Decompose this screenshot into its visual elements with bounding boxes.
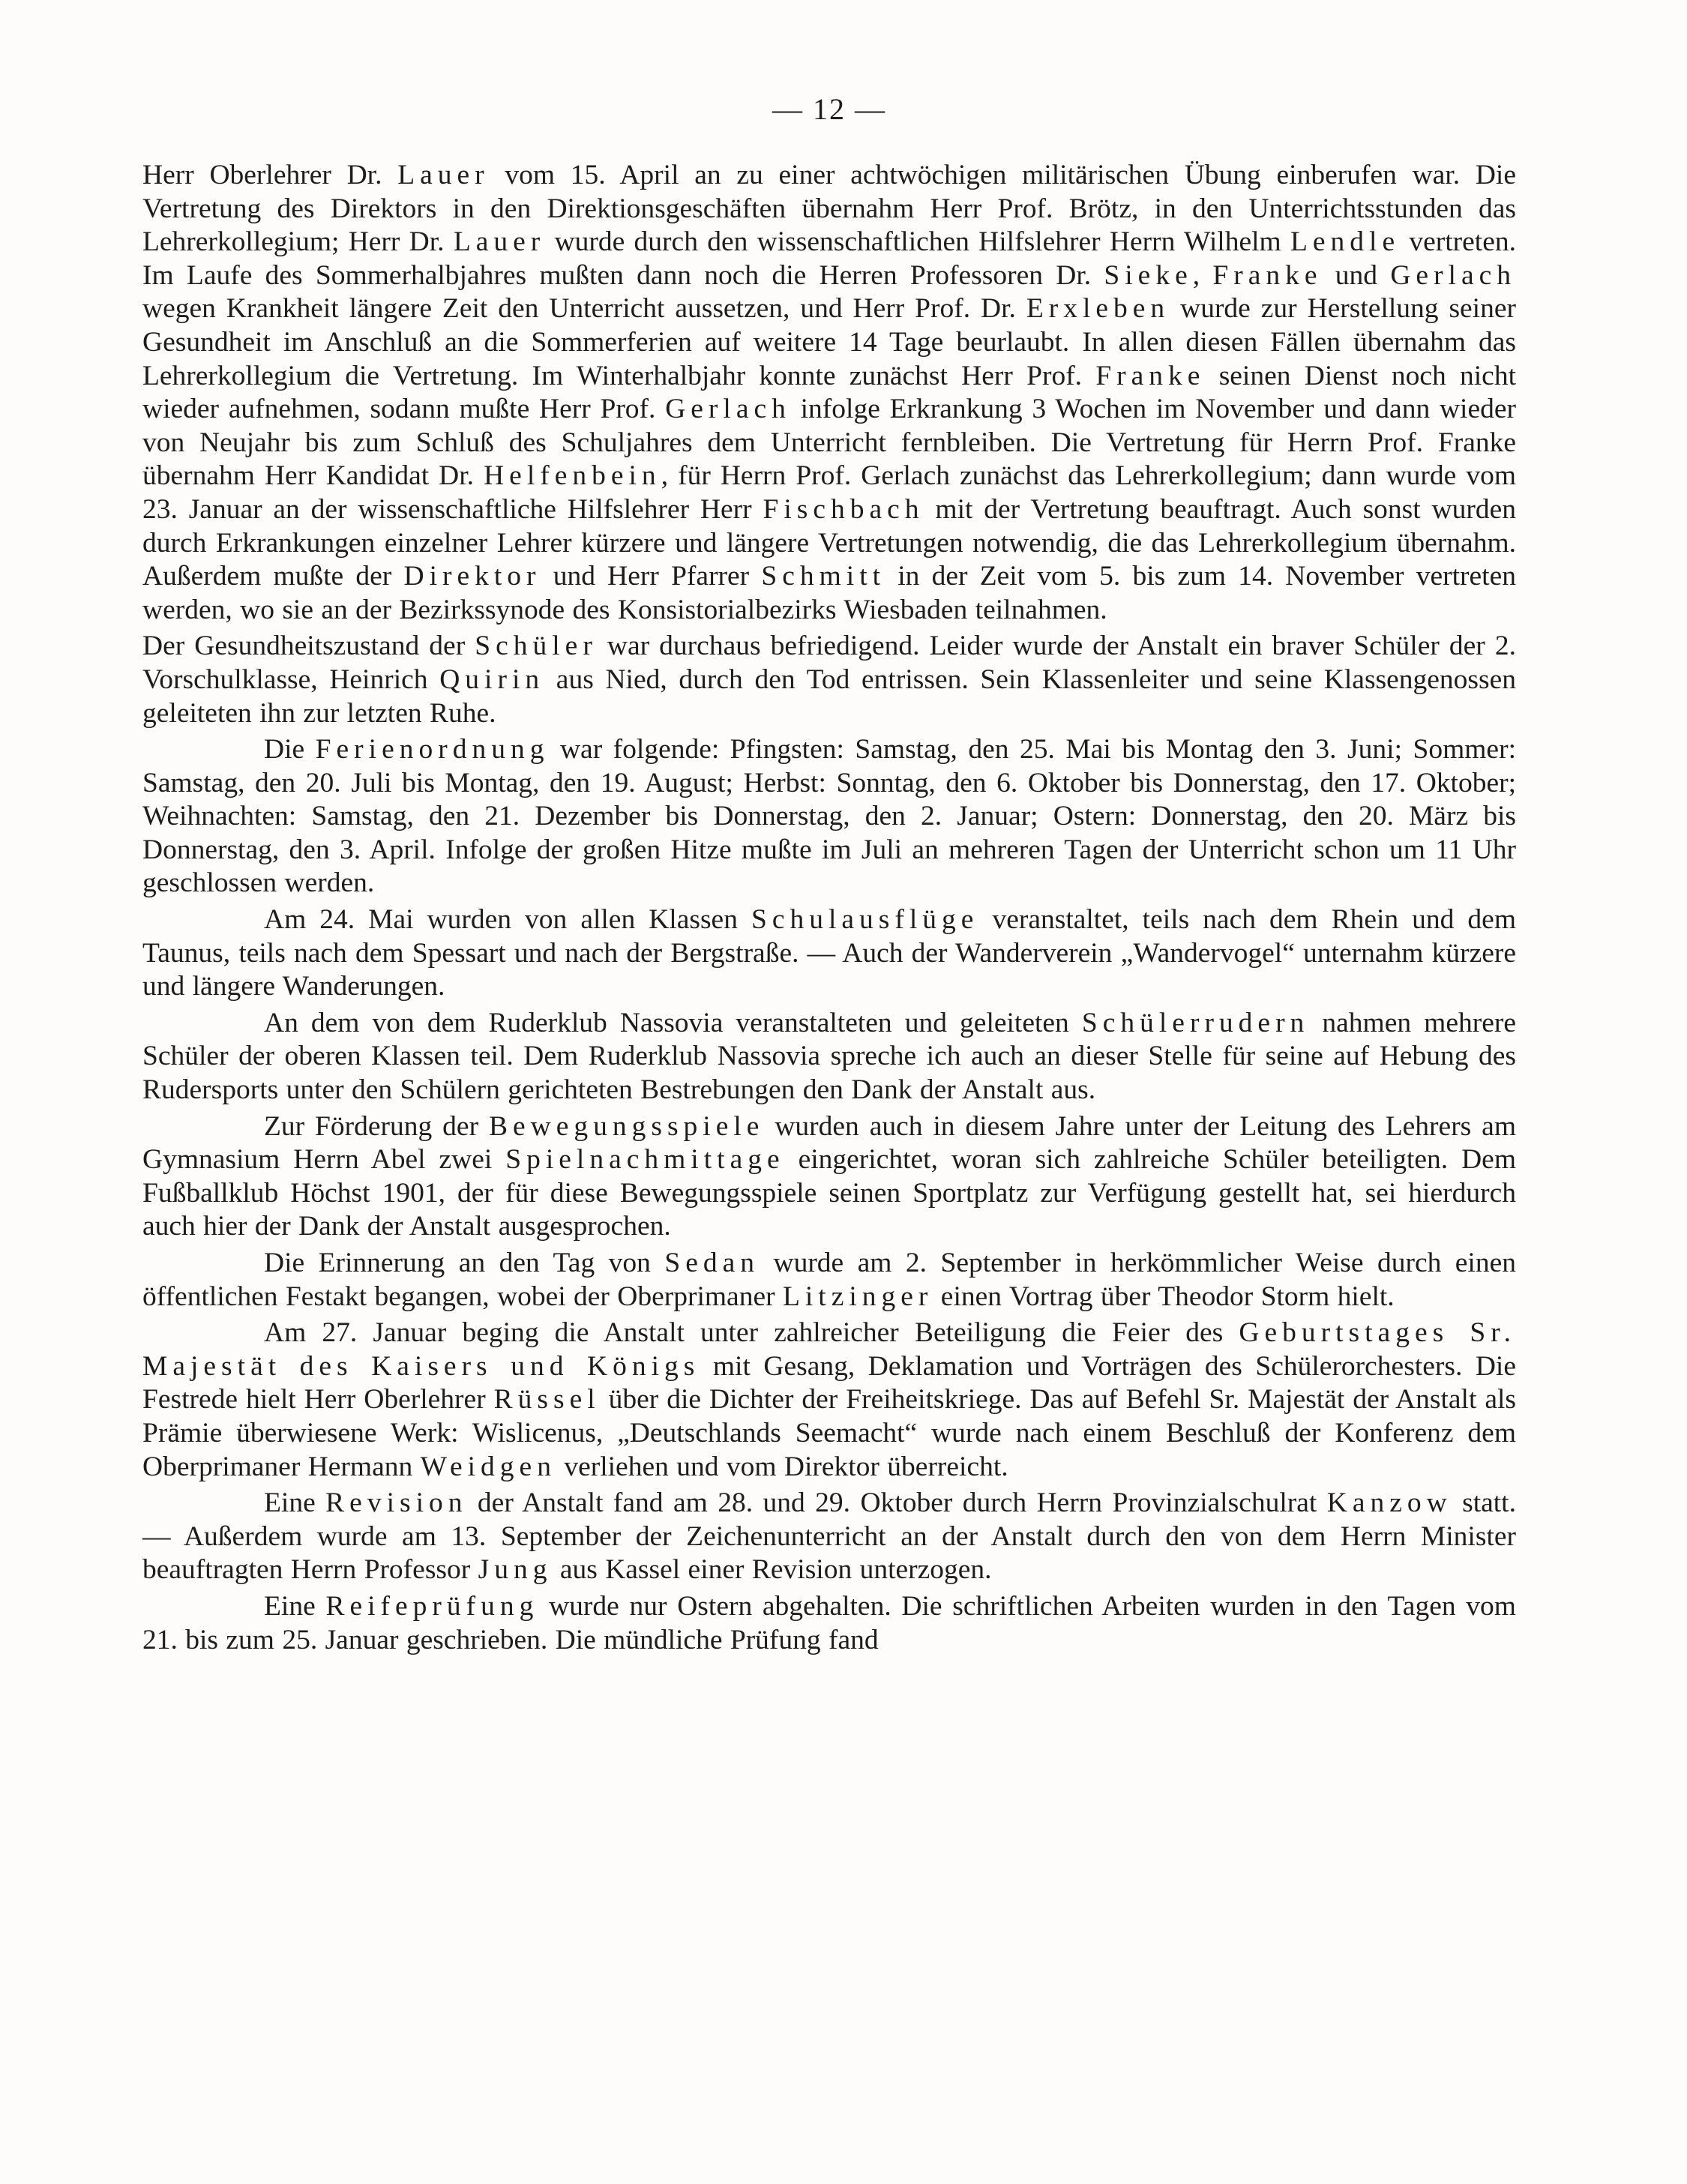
text-run: mit Gesang, Deklamation und Vorträgen des Schülerorchesters. Die Festrede hielt Herr Oberlehrer	[142, 1350, 1516, 1416]
paragraph	[142, 903, 1516, 1004]
spaced-emphasis: Spielnachmittage	[505, 1144, 785, 1176]
paragraph	[142, 1590, 1516, 1657]
text-run: und	[1322, 259, 1391, 291]
body-text	[142, 159, 1516, 1657]
paragraph	[142, 1247, 1516, 1314]
spaced-emphasis: Lauer	[453, 226, 546, 258]
text-run: statt. — Außerdem wurde am 13. September der Zeichenunterricht an der Anstalt durch den von dem Herrn Minister beauftragten Herrn Professor	[142, 1487, 1516, 1586]
text-run: , für Herrn Prof. Gerlach zunächst das Lehrerkollegium; dann wurde vom 23. Januar an der wissenschaftliche Hilfslehrer Herr	[142, 460, 1517, 525]
spaced-emphasis: Direktor	[403, 561, 541, 592]
spaced-emphasis: Quirin	[439, 664, 545, 695]
spaced-emphasis: Jung	[478, 1554, 553, 1586]
spaced-emphasis: Rüssel	[493, 1384, 601, 1416]
text-run: mit der Vertretung beauftragt. Auch sonst wurden durch Erkrankungen einzelner Lehrer kürzere und längere Vertretungen notwendig, die das Lehrerkollegium übernahm. Außerdem mußte der	[142, 493, 1516, 592]
text-run: vom 15. April an zu einer achtwöchigen militärischen Übung einberufen war. Die Vertretung des Direktors in den Direktionsgeschäften übernahm Herr Prof. Brötz, in den Unterrichtsstunden das Lehrerkollegium; Herr Dr.	[142, 160, 1516, 258]
text-run: eingerichtet, woran sich zahlreiche Schüler beteiligten. Dem Fußballklub Höchst 1901, der für diese Bewegungsspiele seinen Sportplatz zur Verfügung gestellt hat, sei hierdurch auch hier der Dank der Anstalt ausgesprochen.	[142, 1144, 1516, 1242]
spaced-emphasis: Sedan	[664, 1248, 760, 1278]
text-run: wurden auch in diesem Jahre unter der Leitung des Lehrers am Gymnasium Herrn Abel zwei	[142, 1110, 1516, 1176]
spaced-emphasis: Gerlach	[665, 394, 791, 425]
spaced-emphasis: Ferienordnung	[315, 734, 550, 765]
text-run: vertreten. Im Laufe des Sommerhalbjahres mußten dann noch die Herren Professoren Dr.	[142, 226, 1516, 291]
paragraph	[142, 159, 1516, 627]
text-run: einen Vortrag über Theodor Storm hielt.	[933, 1281, 1395, 1312]
text-run: Die Erinnerung an den Tag von	[264, 1248, 665, 1278]
text-run: veranstaltet, teils nach dem Rhein und dem Taunus, teils nach dem Spessart und nach der Bergstraße. — Auch der Wanderverein „Wandervogel“ unternahm kürzere und längere Wanderungen.	[142, 904, 1516, 1002]
spaced-emphasis: Gerlach	[1390, 259, 1517, 291]
spaced-emphasis: Franke	[1095, 360, 1206, 391]
text-run: war durchaus befriedigend. Leider wurde der Anstalt ein braver Schüler der 2. Vorschulklasse, Heinrich	[142, 631, 1516, 695]
text-run: An dem von dem Ruderklub Nassovia veranstalteten und geleiteten	[264, 1007, 1082, 1038]
spaced-emphasis: Erxleben	[1026, 293, 1170, 325]
spaced-emphasis: Weidgen	[420, 1451, 556, 1482]
spaced-emphasis: Geburtstages Sr. Majestät des Kaisers und Königs	[142, 1317, 1516, 1382]
text-run: Zur Förderung der	[264, 1110, 489, 1142]
spaced-emphasis: Revision	[325, 1487, 468, 1519]
text-run: nahmen mehrere Schüler der oberen Klassen teil. Dem Ruderklub Nassovia spreche ich auch an dieser Stelle für seine auf Hebung des Rudersports unter den Schülern gerichteten Bestrebungen den Dank der Anstalt aus.	[142, 1007, 1516, 1106]
spaced-emphasis: Bewegungsspiele	[488, 1110, 765, 1142]
paragraph	[142, 733, 1516, 900]
text-run: und Herr Pfarrer	[541, 561, 762, 592]
spaced-emphasis: Helfenbein	[484, 460, 661, 492]
spaced-emphasis: Schmitt	[761, 561, 886, 592]
text-run: Am 24. Mai wurden von allen Klassen	[264, 904, 751, 936]
text-run: ,	[1192, 259, 1213, 291]
spaced-emphasis: Kanzow	[1326, 1487, 1452, 1519]
paragraph	[142, 630, 1516, 730]
spaced-emphasis: Litzinger	[782, 1281, 933, 1312]
spaced-emphasis: Franke	[1212, 259, 1323, 291]
text-run: seinen Dienst noch nicht wieder aufnehmen, sodann mußte Herr Prof.	[142, 360, 1516, 425]
text-run: Die	[264, 734, 316, 765]
text-run: aus Kassel einer Revision unterzogen.	[552, 1554, 992, 1586]
text-run: Der Gesundheitszustand der	[142, 631, 475, 662]
spaced-emphasis: Lendle	[1290, 226, 1401, 258]
text-run: Am 27. Januar beging die Anstalt unter zahlreicher Beteiligung die Feier des	[264, 1317, 1239, 1349]
text-run: aus Nied, durch den Tod entrissen. Sein Klassenleiter und seine Klassengenossen geleiteten ihn zur letzten Ruhe.	[142, 664, 1517, 729]
spaced-emphasis: Fischbach	[763, 493, 924, 525]
paragraph	[142, 1110, 1516, 1244]
text-run: wurde nur Ostern abgehalten. Die schriftlichen Arbeiten wurden in den Tagen vom 21. bis zum 25. Januar geschrieben. Die mündliche Prüfung fand	[142, 1590, 1516, 1655]
text-run: war folgende: Pfingsten: Samstag, den 25. Mai bis Montag den 3. Juni; Sommer: Samstag, den 20. Juli bis Montag, den 19. August; Herbst: Sonntag, den 6. Oktober bis Donnerstag, den 17. Oktober; Weihnachten: Samstag, den 21. Dezember bis Donnerstag, den 2. Januar; Ostern: Donnerstag, den 20. März bis Donnerstag, den 3. April. Infolge der großen Hitze mußte im Juli an mehreren Tagen der Unterricht schon um 11 Uhr geschlossen werden.	[142, 734, 1516, 899]
text-run: infolge Erkrankung 3 Wochen im November und dann wieder von Neujahr bis zum Schluß des Schuljahres dem Unterricht fernbleiben. Die Vertretung für Herrn Prof. Franke übernahm Herr Kandidat Dr.	[142, 394, 1516, 492]
text-run: Herr Oberlehrer Dr.	[142, 160, 398, 190]
text-run: der Anstalt fand am 28. und 29. Oktober durch Herrn Provinzialschulrat	[467, 1487, 1327, 1519]
spaced-emphasis: Reifeprüfung	[325, 1590, 539, 1622]
paragraph	[142, 1317, 1516, 1484]
spaced-emphasis: Schüler	[475, 631, 598, 662]
text-run: wurde am 2. September in herkömmlicher Weise durch einen öffentlichen Festakt begangen, wobei der Oberprimaner	[142, 1248, 1516, 1312]
page-number: — 12 —	[772, 92, 886, 126]
paragraph	[142, 1487, 1516, 1587]
spaced-emphasis: Schülerrudern	[1081, 1007, 1310, 1038]
spaced-emphasis: Schulausflüge	[751, 904, 979, 936]
text-run: verliehen und vom Direktor überreicht.	[556, 1451, 1008, 1482]
paragraph	[142, 1007, 1516, 1107]
text-run: wegen Krankheit längere Zeit den Unterricht aussetzen, und Herr Prof. Dr.	[142, 293, 1026, 325]
text-run: wurde zur Herstellung seiner Gesundheit im Anschluß an die Sommerferien auf weitere 14 Tage beurlaubt. In allen diesen Fällen übernahm das Lehrerkollegium die Vertretung. Im Winterhalbjahr konnte zunächst Herr Prof.	[142, 293, 1516, 391]
text-run: in der Zeit vom 5. bis zum 14. November vertreten werden, wo sie an der Bezirkssynode des Konsistorialbezirks Wiesbaden teilnahmen.	[142, 561, 1516, 625]
spaced-emphasis: Lauer	[397, 160, 490, 190]
spaced-emphasis: Sieke	[1104, 259, 1193, 291]
text-run: wurde durch den wissenschaftlichen Hilfslehrer Herrn Wilhelm	[545, 226, 1290, 258]
text-run: Eine	[264, 1590, 326, 1622]
text-run: Eine	[264, 1487, 326, 1519]
text-run: über die Dichter der Freiheitskriege. Das auf Befehl Sr. Majestät der Anstalt als Prämie überwiesene Werk: Wislicenus, „Deutschlands Seemacht“ wurde nach einem Beschluß der Konferenz dem Oberprimaner Hermann	[142, 1384, 1516, 1482]
